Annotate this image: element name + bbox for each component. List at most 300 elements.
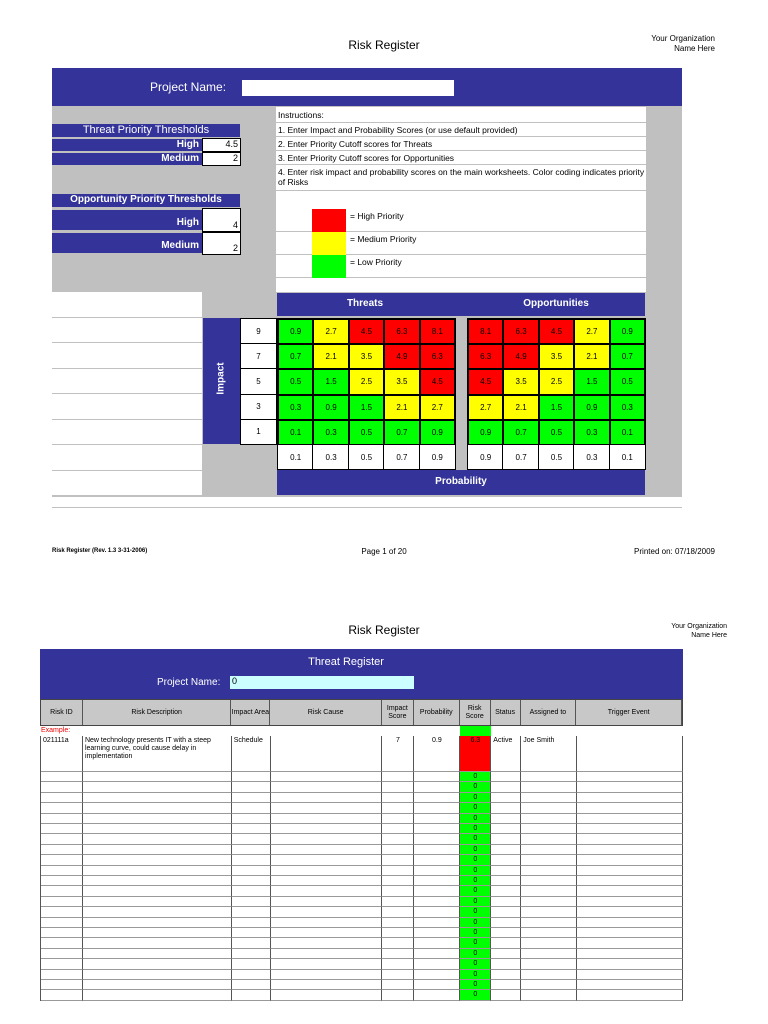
register-row[interactable] — [40, 855, 683, 865]
cell-status[interactable] — [491, 782, 521, 792]
threat-high-input[interactable]: 4.5 — [202, 138, 241, 152]
cell-assigned-to[interactable] — [521, 990, 577, 1000]
column-header-status[interactable]: Status — [491, 700, 521, 725]
page1-title: Risk Register — [348, 38, 420, 52]
cell-impact-area[interactable] — [232, 793, 271, 803]
threat-cell: 1.5 — [312, 368, 349, 395]
cell-probability[interactable] — [414, 897, 460, 907]
cell-assigned-to[interactable] — [521, 980, 577, 990]
cell-trigger-event[interactable] — [577, 845, 683, 855]
cell-risk-id[interactable] — [41, 990, 83, 1000]
cell-assigned-to[interactable] — [521, 918, 577, 928]
project-name-input[interactable] — [242, 80, 454, 96]
cell-trigger-event[interactable] — [577, 772, 683, 782]
cell-risk-id[interactable] — [41, 855, 83, 865]
cell-risk-description[interactable] — [83, 980, 232, 990]
cell-risk-description[interactable] — [83, 897, 232, 907]
cell-impact-score[interactable] — [382, 970, 414, 980]
register-row[interactable] — [40, 772, 683, 782]
opp-medium-input[interactable]: 2 — [202, 232, 241, 255]
column-header-risk-description[interactable]: Risk Description — [83, 700, 232, 725]
cell-impact-score[interactable] — [382, 824, 414, 834]
cell-impact-score[interactable] — [382, 897, 414, 907]
cell-probability[interactable] — [414, 866, 460, 876]
project-name-input-2[interactable]: 0 — [230, 676, 414, 689]
threat-cell: 0.1 — [277, 419, 314, 446]
register-row[interactable] — [40, 834, 683, 844]
cell-impact-area[interactable] — [232, 803, 271, 813]
column-header-impact-score[interactable]: Impact Score — [382, 700, 414, 725]
cell-risk-score[interactable]: 0 — [460, 814, 491, 824]
cell-risk-cause[interactable] — [271, 845, 383, 855]
cell-risk-score[interactable]: 0 — [460, 845, 491, 855]
cell-risk-description[interactable] — [83, 803, 232, 813]
cell-risk-cause[interactable] — [271, 897, 383, 907]
cell-status[interactable] — [491, 886, 521, 896]
cell-risk-score[interactable]: 0 — [460, 949, 491, 959]
cell-assigned-to[interactable] — [521, 897, 577, 907]
opportunity-cell: 0.7 — [609, 343, 646, 370]
legend-label: = High Priority — [350, 211, 404, 221]
cell-risk-score[interactable]: 0 — [460, 803, 491, 813]
cell-trigger-event[interactable] — [577, 736, 683, 772]
cell-risk-id[interactable] — [41, 876, 83, 886]
cell-risk-description[interactable] — [83, 814, 232, 824]
cell-trigger-event[interactable] — [577, 793, 683, 803]
threat-cell: 0.5 — [277, 368, 314, 395]
cell-assigned-to[interactable] — [521, 845, 577, 855]
cell-probability[interactable] — [414, 803, 460, 813]
cell-status[interactable] — [491, 824, 521, 834]
cell-status[interactable] — [491, 928, 521, 938]
threat-cell: 0.9 — [419, 419, 456, 446]
cell-impact-area[interactable] — [232, 886, 271, 896]
cell-assigned-to[interactable] — [521, 772, 577, 782]
cell-risk-description[interactable] — [83, 834, 232, 844]
cell-probability[interactable]: 0.9 — [414, 736, 460, 772]
cell-probability[interactable] — [414, 970, 460, 980]
cell-status[interactable] — [491, 855, 521, 865]
cell-assigned-to[interactable] — [521, 928, 577, 938]
blank-cell — [52, 318, 202, 344]
cell-probability[interactable] — [414, 814, 460, 824]
column-header-probability[interactable]: Probability — [414, 700, 460, 725]
opp-probability-value: 0.7 — [502, 444, 539, 470]
cell-risk-cause[interactable] — [271, 772, 383, 782]
cell-impact-score[interactable] — [382, 949, 414, 959]
cell-status[interactable] — [491, 803, 521, 813]
cell-probability[interactable] — [414, 990, 460, 1000]
cell-risk-score[interactable]: 0 — [460, 918, 491, 928]
cell-risk-id[interactable] — [41, 772, 83, 782]
cell-risk-cause[interactable] — [271, 949, 383, 959]
cell-trigger-event[interactable] — [577, 803, 683, 813]
cell-impact-score[interactable] — [382, 845, 414, 855]
cell-impact-area[interactable] — [232, 949, 271, 959]
column-header-assigned-to[interactable]: Assigned to — [521, 700, 577, 725]
cell-impact-score[interactable] — [382, 814, 414, 824]
register-row[interactable] — [40, 793, 683, 803]
org-name — [600, 34, 715, 54]
cell-risk-id[interactable] — [41, 814, 83, 824]
opp-high-input[interactable]: 4 — [202, 208, 241, 232]
cell-risk-id[interactable] — [41, 845, 83, 855]
cell-assigned-to[interactable] — [521, 824, 577, 834]
org-name-2 — [610, 622, 727, 640]
cell-assigned-to[interactable] — [521, 834, 577, 844]
cell-trigger-event[interactable] — [577, 876, 683, 886]
cell-trigger-event[interactable] — [577, 949, 683, 959]
cell-impact-score[interactable]: 7 — [382, 736, 414, 772]
cell-risk-score[interactable]: 0 — [460, 928, 491, 938]
cell-impact-score[interactable] — [382, 876, 414, 886]
cell-risk-cause[interactable] — [271, 959, 383, 969]
opportunity-cell: 0.3 — [573, 419, 610, 446]
cell-risk-cause[interactable] — [271, 736, 383, 772]
threat-cell: 8.1 — [419, 318, 456, 345]
cell-status[interactable] — [491, 918, 521, 928]
blank-cells — [52, 292, 202, 496]
cell-probability[interactable] — [414, 959, 460, 969]
cell-probability[interactable] — [414, 793, 460, 803]
cell-risk-score[interactable]: 0 — [460, 772, 491, 782]
opp-probability-value: 0.1 — [609, 444, 646, 470]
cell-risk-id[interactable] — [41, 782, 83, 792]
cell-impact-score[interactable] — [382, 990, 414, 1000]
register-row[interactable] — [40, 938, 683, 948]
cell-status[interactable] — [491, 772, 521, 782]
cell-risk-id[interactable] — [41, 959, 83, 969]
blank-cell — [52, 471, 202, 497]
cell-status[interactable]: Active — [491, 736, 521, 772]
cell-trigger-event[interactable] — [577, 959, 683, 969]
cell-trigger-event[interactable] — [577, 907, 683, 917]
cell-assigned-to[interactable] — [521, 793, 577, 803]
cell-risk-score[interactable]: 0 — [460, 793, 491, 803]
cell-impact-area[interactable] — [232, 959, 271, 969]
cell-probability[interactable] — [414, 845, 460, 855]
cell-status[interactable] — [491, 845, 521, 855]
cell-status[interactable] — [491, 970, 521, 980]
cell-impact-score[interactable] — [382, 959, 414, 969]
cell-status[interactable] — [491, 938, 521, 948]
cell-risk-score[interactable]: 0 — [460, 938, 491, 948]
cell-trigger-event[interactable] — [577, 990, 683, 1000]
cell-impact-area[interactable] — [232, 814, 271, 824]
register-row[interactable] — [40, 990, 683, 1000]
cell-trigger-event[interactable] — [577, 782, 683, 792]
cell-trigger-event[interactable] — [577, 834, 683, 844]
opportunity-cell: 2.5 — [538, 368, 575, 395]
cell-assigned-to[interactable] — [521, 814, 577, 824]
register-column-headers — [40, 699, 683, 726]
cell-probability[interactable] — [414, 928, 460, 938]
legend-item — [276, 232, 646, 255]
column-header-impact-area[interactable]: Impact Area — [231, 700, 270, 725]
cell-risk-description[interactable] — [83, 866, 232, 876]
cell-risk-description[interactable] — [83, 886, 232, 896]
cell-impact-score[interactable] — [382, 834, 414, 844]
cell-risk-id[interactable] — [41, 938, 83, 948]
cell-risk-id[interactable] — [41, 970, 83, 980]
cell-status[interactable] — [491, 990, 521, 1000]
register-row[interactable] — [40, 803, 683, 813]
cell-risk-description[interactable] — [83, 782, 232, 792]
cell-status[interactable] — [491, 949, 521, 959]
cell-impact-area[interactable] — [232, 834, 271, 844]
cell-risk-cause[interactable] — [271, 855, 383, 865]
instruction-3: 3. Enter Priority Cutoff scores for Opportunities — [276, 151, 646, 165]
cell-trigger-event[interactable] — [577, 928, 683, 938]
cell-assigned-to[interactable] — [521, 855, 577, 865]
blank-cell — [52, 445, 202, 471]
cell-risk-score[interactable]: 0 — [460, 855, 491, 865]
cell-assigned-to[interactable] — [521, 866, 577, 876]
cell-trigger-event[interactable] — [577, 918, 683, 928]
cell-trigger-event[interactable] — [577, 980, 683, 990]
register-row[interactable] — [40, 782, 683, 792]
cell-trigger-event[interactable] — [577, 855, 683, 865]
cell-assigned-to[interactable] — [521, 782, 577, 792]
register-row[interactable] — [40, 886, 683, 896]
cell-trigger-event[interactable] — [577, 897, 683, 907]
column-header-trigger-event[interactable]: Trigger Event — [576, 700, 682, 725]
cell-assigned-to[interactable] — [521, 949, 577, 959]
cell-probability[interactable] — [414, 949, 460, 959]
cell-risk-score[interactable]: 0 — [460, 980, 491, 990]
cell-trigger-event[interactable] — [577, 970, 683, 980]
cell-impact-area[interactable] — [232, 772, 271, 782]
cell-risk-score[interactable]: 0 — [460, 834, 491, 844]
cell-impact-score[interactable] — [382, 772, 414, 782]
cell-impact-score[interactable] — [382, 793, 414, 803]
cell-risk-id[interactable] — [41, 980, 83, 990]
cell-impact-area[interactable] — [232, 897, 271, 907]
cell-risk-description[interactable] — [83, 793, 232, 803]
cell-probability[interactable] — [414, 855, 460, 865]
cell-impact-score[interactable] — [382, 886, 414, 896]
cell-risk-cause[interactable] — [271, 814, 383, 824]
cell-status[interactable] — [491, 897, 521, 907]
cell-impact-area[interactable] — [232, 866, 271, 876]
cell-risk-id[interactable] — [41, 949, 83, 959]
cell-assigned-to[interactable] — [521, 907, 577, 917]
cell-risk-score[interactable]: 0 — [460, 959, 491, 969]
cell-impact-area[interactable] — [232, 970, 271, 980]
register-row[interactable] — [40, 907, 683, 917]
blank-cell — [52, 394, 202, 420]
cell-risk-score[interactable]: 0 — [460, 782, 491, 792]
cell-status[interactable] — [491, 959, 521, 969]
cell-impact-area[interactable] — [232, 928, 271, 938]
column-header-risk-score[interactable]: Risk Score — [460, 700, 491, 725]
cell-risk-cause[interactable] — [271, 918, 383, 928]
cell-probability[interactable] — [414, 980, 460, 990]
project-label: Project Name: — [150, 80, 227, 94]
opportunity-cell: 4.5 — [538, 318, 575, 345]
threat-cell: 6.3 — [419, 343, 456, 370]
cell-impact-score[interactable] — [382, 928, 414, 938]
cell-impact-score[interactable] — [382, 855, 414, 865]
threat-medium-input[interactable]: 2 — [202, 152, 241, 166]
register-row[interactable] — [40, 814, 683, 824]
cell-risk-cause[interactable] — [271, 980, 383, 990]
cell-risk-description[interactable]: New technology presents IT with a steep learning curve, could cause delay in implementation — [83, 736, 232, 772]
register-row[interactable] — [40, 980, 683, 990]
cell-assigned-to[interactable] — [521, 938, 577, 948]
cell-trigger-event[interactable] — [577, 866, 683, 876]
cell-impact-area[interactable] — [232, 824, 271, 834]
cell-risk-cause[interactable] — [271, 938, 383, 948]
register-row[interactable] — [40, 866, 683, 876]
opportunity-cell: 2.7 — [467, 394, 504, 421]
register-row[interactable] — [40, 918, 683, 928]
cell-risk-cause[interactable] — [271, 928, 383, 938]
register-row[interactable] — [40, 959, 683, 969]
cell-impact-area[interactable]: Schedule — [232, 736, 271, 772]
cell-impact-score[interactable] — [382, 907, 414, 917]
threat-cell: 4.9 — [383, 343, 420, 370]
register-row[interactable] — [40, 949, 683, 959]
cell-probability[interactable] — [414, 918, 460, 928]
cell-status[interactable] — [491, 834, 521, 844]
register-row[interactable] — [40, 876, 683, 886]
cell-status[interactable] — [491, 907, 521, 917]
cell-probability[interactable] — [414, 907, 460, 917]
cell-risk-score[interactable]: 0 — [460, 886, 491, 896]
cell-risk-cause[interactable] — [271, 876, 383, 886]
cell-assigned-to[interactable] — [521, 876, 577, 886]
cell-risk-description[interactable] — [83, 907, 232, 917]
cell-risk-cause[interactable] — [271, 824, 383, 834]
cell-risk-description[interactable] — [83, 918, 232, 928]
cell-probability[interactable] — [414, 824, 460, 834]
cell-risk-score[interactable]: 6.3 — [460, 736, 491, 772]
cell-status[interactable] — [491, 866, 521, 876]
cell-risk-description[interactable] — [83, 990, 232, 1000]
cell-risk-description[interactable] — [83, 772, 232, 782]
column-header-risk-id[interactable]: Risk ID — [41, 700, 83, 725]
cell-trigger-event[interactable] — [577, 824, 683, 834]
cell-risk-id[interactable] — [41, 824, 83, 834]
cell-impact-score[interactable] — [382, 938, 414, 948]
cell-risk-id[interactable] — [41, 918, 83, 928]
cell-risk-id[interactable] — [41, 793, 83, 803]
cell-impact-area[interactable] — [232, 876, 271, 886]
cell-risk-description[interactable] — [83, 949, 232, 959]
cell-risk-id[interactable] — [41, 907, 83, 917]
cell-probability[interactable] — [414, 886, 460, 896]
cell-risk-description[interactable] — [83, 938, 232, 948]
cell-impact-score[interactable] — [382, 866, 414, 876]
cell-impact-score[interactable] — [382, 918, 414, 928]
cell-impact-area[interactable] — [232, 938, 271, 948]
cell-probability[interactable] — [414, 876, 460, 886]
cell-risk-id[interactable]: 021111a — [41, 736, 83, 772]
cell-risk-id[interactable] — [41, 834, 83, 844]
cell-risk-cause[interactable] — [271, 907, 383, 917]
cell-status[interactable] — [491, 980, 521, 990]
cell-risk-cause[interactable] — [271, 834, 383, 844]
cell-probability[interactable] — [414, 772, 460, 782]
cell-impact-area[interactable] — [232, 907, 271, 917]
example-row[interactable] — [40, 736, 683, 772]
cell-assigned-to[interactable] — [521, 803, 577, 813]
register-row[interactable] — [40, 824, 683, 834]
cell-assigned-to[interactable] — [521, 970, 577, 980]
cell-risk-description[interactable] — [83, 855, 232, 865]
cell-trigger-event[interactable] — [577, 814, 683, 824]
cell-assigned-to[interactable] — [521, 959, 577, 969]
cell-risk-id[interactable] — [41, 897, 83, 907]
column-header-risk-cause[interactable]: Risk Cause — [270, 700, 382, 725]
cell-risk-description[interactable] — [83, 970, 232, 980]
cell-risk-description[interactable] — [83, 959, 232, 969]
cell-impact-score[interactable] — [382, 980, 414, 990]
cell-risk-score[interactable]: 0 — [460, 824, 491, 834]
register-row[interactable] — [40, 897, 683, 907]
cell-risk-score[interactable]: 0 — [460, 990, 491, 1000]
cell-risk-id[interactable] — [41, 866, 83, 876]
cell-assigned-to[interactable] — [521, 886, 577, 896]
cell-risk-id[interactable] — [41, 886, 83, 896]
cell-impact-area[interactable] — [232, 855, 271, 865]
cell-trigger-event[interactable] — [577, 938, 683, 948]
cell-risk-description[interactable] — [83, 824, 232, 834]
cell-probability[interactable] — [414, 782, 460, 792]
cell-impact-area[interactable] — [232, 980, 271, 990]
cell-risk-cause[interactable] — [271, 793, 383, 803]
cell-risk-id[interactable] — [41, 803, 83, 813]
cell-risk-description[interactable] — [83, 845, 232, 855]
cell-risk-score[interactable]: 0 — [460, 866, 491, 876]
cell-status[interactable] — [491, 814, 521, 824]
cell-impact-area[interactable] — [232, 845, 271, 855]
cell-impact-area[interactable] — [232, 918, 271, 928]
opportunity-cell: 3.5 — [538, 343, 575, 370]
cell-risk-description[interactable] — [83, 928, 232, 938]
cell-status[interactable] — [491, 793, 521, 803]
cell-risk-score[interactable]: 0 — [460, 876, 491, 886]
cell-probability[interactable] — [414, 938, 460, 948]
opp-probability-value: 0.9 — [467, 444, 504, 470]
cell-risk-score[interactable]: 0 — [460, 907, 491, 917]
legend-label: = Low Priority — [350, 257, 402, 267]
cell-risk-score[interactable]: 0 — [460, 970, 491, 980]
cell-risk-cause[interactable] — [271, 866, 383, 876]
cell-assigned-to[interactable]: Joe Smith — [521, 736, 577, 772]
cell-impact-area[interactable] — [232, 990, 271, 1000]
cell-trigger-event[interactable] — [577, 886, 683, 896]
cell-impact-score[interactable] — [382, 803, 414, 813]
cell-risk-cause[interactable] — [271, 782, 383, 792]
cell-risk-cause[interactable] — [271, 803, 383, 813]
cell-risk-cause[interactable] — [271, 970, 383, 980]
cell-status[interactable] — [491, 876, 521, 886]
cell-risk-cause[interactable] — [271, 990, 383, 1000]
cell-impact-area[interactable] — [232, 782, 271, 792]
cell-risk-id[interactable] — [41, 928, 83, 938]
cell-risk-description[interactable] — [83, 876, 232, 886]
cell-risk-cause[interactable] — [271, 886, 383, 896]
register-row[interactable] — [40, 845, 683, 855]
cell-risk-score[interactable]: 0 — [460, 897, 491, 907]
cell-probability[interactable] — [414, 834, 460, 844]
register-row[interactable] — [40, 928, 683, 938]
cell-impact-score[interactable] — [382, 782, 414, 792]
opportunities-label: Opportunities — [523, 298, 589, 309]
register-row[interactable] — [40, 970, 683, 980]
